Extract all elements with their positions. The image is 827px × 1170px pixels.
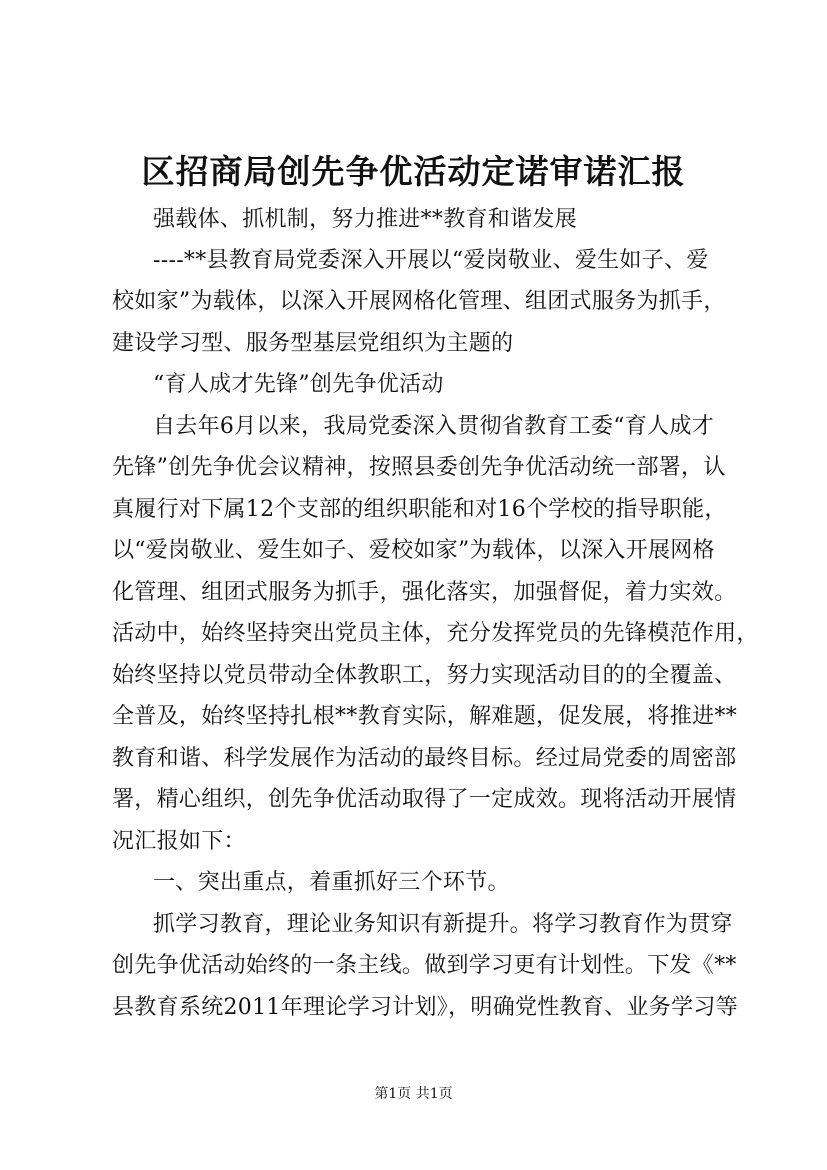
body-line: 以“爱岗敬业、爱生如子、爱校如家”为载体，以深入开展网格 <box>112 538 715 563</box>
body-line: 抓学习教育，理论业务知识有新提升。将学习教育作为贯穿 <box>153 912 733 937</box>
body-line: “育人成才先锋”创先争优活动 <box>153 372 444 397</box>
body-line: 创先争优活动始终的一条主线。做到学习更有计划性。下发《** <box>112 953 737 978</box>
body-line: 教育和谐、科学发展作为活动的最终目标。经过局党委的周密部 <box>112 746 737 771</box>
document-title: 区招商局创先争优活动定诺审诺汇报 <box>141 152 686 191</box>
body-line: 真履行对下属12个支部的组织职能和对16个学校的指导职能， <box>112 497 727 522</box>
body-line: 化管理、组团式服务为抓手，强化落实，加强督促，着力实效。 <box>112 580 737 605</box>
body-line: 强载体、抓机制，努力推进**教育和谐发展 <box>153 207 578 232</box>
body-line: 先锋”创先争优会议精神，按照县委创先争优活动统一部署，认 <box>112 455 726 480</box>
body-line: 自去年6月以来，我局党委深入贯彻省教育工委“育人成才 <box>153 414 715 439</box>
body-line: 况汇报如下： <box>112 829 246 854</box>
body-line: 始终坚持以党员带动全体教职工，努力实现活动目的的全覆盖、 <box>112 663 737 688</box>
body-line: 县教育系统2011年理论学习计划》，明确党性教育、业务学习等 <box>112 995 738 1020</box>
section-heading: 一、突出重点，着重抓好三个环节。 <box>153 870 510 895</box>
body-line: 建设学习型、服务型基层党组织为主题的 <box>112 331 514 356</box>
body-line: 校如家”为载体，以深入开展网格化管理、组团式服务为抓手， <box>112 289 726 314</box>
body-line: 署，精心组织，创先争优活动取得了一定成效。现将活动开展情 <box>112 787 737 812</box>
body-line: ----**县教育局党委深入开展以“爱岗敬业、爱生如子、爱 <box>153 248 709 273</box>
page-footer: 第1页 共1页 <box>374 1086 453 1102</box>
body-line: 活动中，始终坚持突出党员主体，充分发挥党员的先锋模范作用， <box>112 621 759 646</box>
body-line: 全普及，始终坚持扎根**教育实际，解难题，促发展，将推进** <box>112 704 738 729</box>
